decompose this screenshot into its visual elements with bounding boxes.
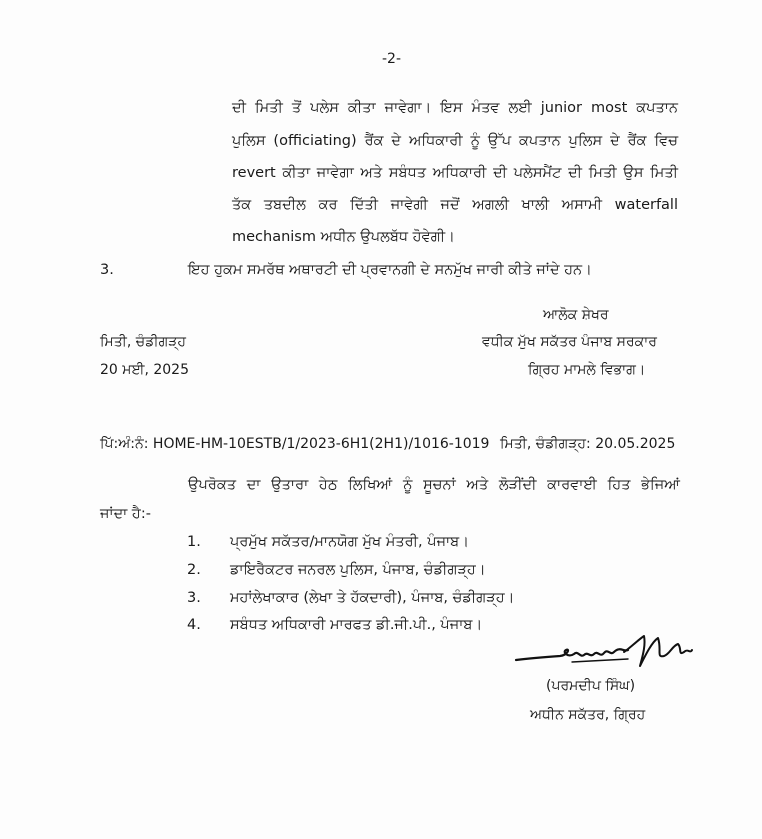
paragraph-line: revert ਕੀਤਾ ਜਾਵੇਗਾ ਅਤੇ ਸਬੰਧਤ ਅਧਿਕਾਰੀ ਦੀ ਪਲੇਸਮੈਂਟ ਦੀ ਮਿਤੀ ਉਸ ਮਿਤੀ xyxy=(232,165,678,181)
recipient-item: ਡਾਇਰੈਕਟਰ ਜਨਰਲ ਪੁਲਿਸ, ਪੰਜਾਬ, ਚੰਡੀਗੜ੍ਹ। xyxy=(230,562,486,578)
paragraph-line: ਤੱਕ ਤਬਦੀਲ ਕਰ ਦਿੱਤੀ ਜਾਵੇਗੀ ਜਦੋਂ ਅਗਲੀ ਖਾਲੀ ਅਸਾਮੀ waterfall xyxy=(232,197,678,213)
endorsement-intro: ਉਪਰੋਕਤ ਦਾ ਉਤਾਰਾ ਹੇਠ ਲਿਖਿਆਂ ਨੂੰ ਸੂਚਨਾਂ ਅਤੇ ਲੋੜੀਂਦੀ ਕਾਰਵਾਈ ਹਿਤ ਭੇਜਿਆਂ xyxy=(188,477,680,493)
endorsement-date: ਮਿਤੀ, ਚੰਡੀਗੜ੍ਹ: 20.05.2025 xyxy=(500,436,676,452)
recipient-number: 4. xyxy=(187,617,201,633)
recipient-item: ਸਬੰਧਤ ਅਧਿਕਾਰੀ ਮਾਰਫਤ ਡੀ.ਜੀ.ਪੀ., ਪੰਜਾਬ। xyxy=(230,617,483,633)
paragraph-3-text: ਇਹ ਹੁਕਮ ਸਮਰੱਥ ਅਥਾਰਟੀ ਦੀ ਪ੍ਰਵਾਨਗੀ ਦੇ ਸਨਮੁੱਖ ਜਾਰੀ ਕੀਤੇ ਜਾਂਦੇ ਹਨ। xyxy=(188,262,592,278)
handwritten-signature xyxy=(512,628,702,680)
second-signatory-designation: ਅਧੀਨ ਸਕੱਤਰ, ਗ੍ਰਿਹ xyxy=(530,707,646,723)
recipient-item: ਪ੍ਰਮੁੱਖ ਸਕੱਤਰ/ਮਾਨਯੋਗ ਮੁੱਖ ਮੰਤਰੀ, ਪੰਜਾਬ। xyxy=(230,534,470,550)
place-label: ਮਿਤੀ, ਚੰਡੀਗੜ੍ਹ xyxy=(100,334,187,350)
paragraph-number: 3. xyxy=(100,262,114,278)
paragraph-line: mechanism ਅਧੀਨ ਉਪਲਬੱਧ ਹੋਵੇਗੀ। xyxy=(232,229,455,245)
signatory-name: ਆਲੋਕ ਸ਼ੇਖਰ xyxy=(543,307,609,323)
issue-date: 20 ਮਈ, 2025 xyxy=(100,362,189,378)
signatory-designation: ਵਧੀਕ ਮੁੱਖ ਸਕੱਤਰ ਪੰਜਾਬ ਸਰਕਾਰ xyxy=(482,334,657,350)
recipient-number: 3. xyxy=(187,590,201,606)
signatory-department: ਗ੍ਰਿਹ ਮਾਮਲੇ ਵਿਭਾਗ। xyxy=(528,362,646,378)
recipient-item: ਮਹਾਂਲੇਖਾਕਾਰ (ਲੇਖਾ ਤੇ ਹੱਕਦਾਰੀ), ਪੰਜਾਬ, ਚੰਡੀਗੜ੍ਹ। xyxy=(230,590,515,606)
recipient-number: 1. xyxy=(187,534,201,550)
endorsement-reference: ਪਿੱ:ਅੰ:ਨੰ: HOME-HM-10ESTB/1/2023-6H1(2H1)/1016-1019 xyxy=(100,436,490,452)
recipient-number: 2. xyxy=(187,562,201,578)
page-number: -2- xyxy=(382,51,402,67)
second-signatory-name: (ਪਰਮਦੀਪ ਸਿੰਘ) xyxy=(546,678,636,694)
paragraph-line: ਦੀ ਮਿਤੀ ਤੋਂ ਪਲੇਸ ਕੀਤਾ ਜਾਵੇਗਾ। ਇਸ ਮੰਤਵ ਲਈ junior most ਕਪਤਾਨ xyxy=(232,100,678,116)
paragraph-line: ਪੁਲਿਸ (officiating) ਰੈਂਕ ਦੇ ਅਧਿਕਾਰੀ ਨੂੰ ਉੱਪ ਕਪਤਾਨ ਪੁਲਿਸ ਦੇ ਰੈਂਕ ਵਿਚ xyxy=(232,133,678,149)
endorsement-intro-continued: ਜਾਂਦਾ ਹੈ:- xyxy=(100,506,151,522)
